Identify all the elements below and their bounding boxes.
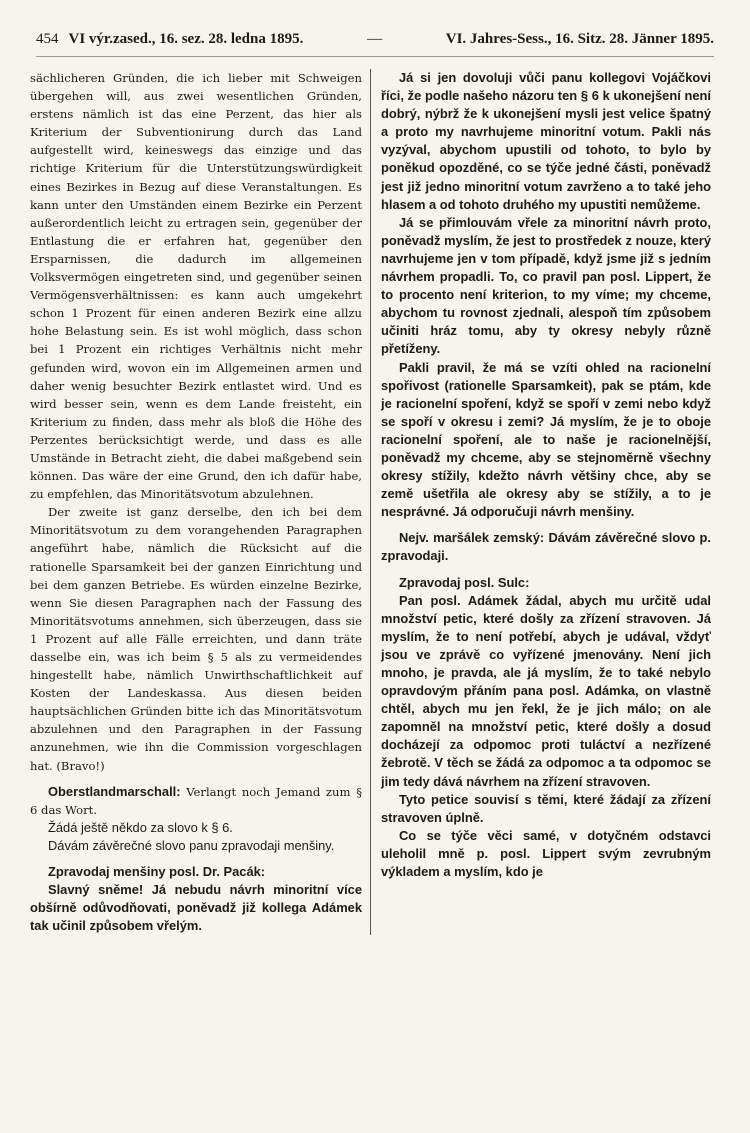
header-left [36, 30, 303, 48]
czech-right-paragraph-2: Já se přimlouvám vřele za minoritní návrh proto, poněvadž myslím, že jest to prostředek z nouze, který navrhujeme jen v tom případě, když jsme již s jedním návrhem propadli. To, co pravil pan posl. Lippert, že to procento není kriterion, to my víme; my chceme, abychom tu rovnost zjednali, alespoň tím způsobem učiniti hráz tomu, aby ty okresy nebyly různě přetíženy. [381, 214, 711, 357]
speaker-statement-oberstlandmarschall [30, 783, 362, 819]
right-column [371, 69, 711, 935]
czech-right-paragraph-4: Pan posl. Adámek žádal, abych mu určitě udal množství petic, které došly za zřízení stravoven. Já myslím, že to není potřebí, abych je udával, vždyť jsou ve zprávě co vyřízené jmenovány. Není jich mnoho, je pravda, ale já myslím, že to také nebylo opravdovým přáním pana posl. Adámka, on vlastně chtěl, abych mu jen řekl, že je jich málo; on ale zapomněl na množství petic, které došly a dosud docházejí za odpomoc proti tuláctví a nezřízené žebrotě. V těch se žádá za odpomoc a ta odpomoc se jim tedy dává návrhem na zřízení stravoven. [381, 592, 711, 789]
speaker-oberstlandmarschall-text: Verlangt noch Jemand zum § 6 das Wort. [30, 784, 362, 817]
header-german-title: VI. Jahres-Sess., 16. Sitz. 28. Jänner 1895. [445, 31, 714, 47]
speaker-heading-sulc [381, 574, 711, 592]
speaker-heading-pacak [30, 863, 362, 881]
czech-paragraph-2: Dávám závěrečné slovo panu zpravodaji menšiny. [48, 837, 335, 853]
header-separator: — [367, 31, 383, 47]
left-column [30, 69, 370, 935]
speaker-marsalek-text: Dávám závěrečné slovo p. zpravodaji. [381, 530, 711, 564]
czech-right-paragraph-3: Pakli pravil, že má se vzíti ohled na racionelní spořivost (rationelle Sparsamkeit), pak se ptám, kde je racionelní spoření, když se spoří v zemi nebo když se spoří v okresu i zemi? Já myslím, že je to oboje racionelní spoření, ale to naše je racionelnější, poněvadž my chceme, aby se stejnoměrně všechny okresy stížily, kdežto návrh většiny chce, aby se země ušetřila ale okresy aby se stížily, a to je nesprávné. Já odporučuji návrh menšiny. [381, 359, 711, 520]
speaker-sulc: Zpravodaj posl. Sulc: [399, 574, 530, 590]
czech-paragraph-3: Slavný sněme! Já nebudu návrh minoritní více obšírně odůvodňovati, poněvadž již kollega Adámek tak učinil způsobem vřelým. [30, 882, 362, 934]
header-czech-title: VI výr.zased., 16. sez. 28. ledna 1895. [68, 31, 304, 47]
speaker-statement-marsalek [381, 529, 711, 565]
speaker-oberstlandmarschall: Oberstlandmarschall: [48, 783, 181, 799]
czech-right-paragraph-1: Já si jen dovoluji vůči panu kollegovi Vojáčkovi říci, že podle našeho názoru ten § 6 k ukonejšení není dobrý, nýbrž že k ukonejšení mysli jest velice špatný a proto my navrhujeme minoritní votum. Pakli nás vyzýval, abychom upustili od tohoto, to bylo by poněkud opozděné, co se týče jedné části, poněvadž jest již jedno minoritní votum zavrženo a to také jeho hlasem a od tohoto druhého my upustiti nemůžeme. [381, 70, 711, 212]
page-header [36, 30, 714, 57]
german-paragraph-1: sächlicheren Gründen, die ich lieber mit Schweigen übergehen will, aus zwei wesentlichen Gründen, erstens nämlich ist das eine Perzent, das hier als Kriterium der Subventionirung durch das Land aufgestellt wird, keineswegs das einzige und das richtige Kriterium für die Unterstützungswürdigkeit eines Bezirkes in Bezug auf diese Veranstaltungen. Es kann unter den Umständen einem Bezirke ein Perzent außerordentlich leicht zu ertragen sein, gegenüber der Entlastung die er erfahren hat, gegenüber den Ersparnissen, die dadurch im allgemeinen Volksvermögen eingetreten sind, und gegenüber seinen Vermögensverhältnissen: es kann auch umgekehrt schon 1 Prozent für einen anderen Bezirk eine allzu hohe Belastung sein. Es ist wohl möglich, dass schon bei 1 Prozent ein richtiges Verhältnis nicht mehr gefunden wird, wovon ein im Allgemeinen armen und daher wenig besuchter Bezirk entlastet wird. Und es wird besser sein, wenn es dem Lande freisteht, ein Kriterium zu finden, dass mehr als bloß die Höhe des Perzentes berücksichtigt werde, und dass es alle Umstände in Betracht zieht, die dabei maßgebend sein können. Das wäre der eine Grund, den ich dafür habe, zu empfehlen, das Minoritätsvotum abzulehnen. [30, 71, 362, 502]
czech-right-paragraph-5: Tyto petice souvisí s těmi, které žádají za zřízení stravoven úplně. [381, 791, 711, 825]
german-paragraph-2: Der zweite ist ganz derselbe, den ich bei dem Minoritätsvotum zu dem vorangehenden Paragraphen angeführt habe, nämlich die Rücksicht auf die rationelle Sparsamkeit bei der ganzen Einrichtung und bei dem ganzen Betriebe. Es würden einzelne Bezirke, wenn Sie diesen Paragraphen nach der Fassung des Minoritätsvotums annehmen, sich überzeugen, dass sie 1 Prozent auf alle Fälle erreichten, und dann träte dasselbe ein, was ich beim § 5 als zu vermeidendes hingestellt habe, nämlich Unwirthschaftlichkeit auf Kosten der Landeskassa. Aus diesen beiden hauptsächlichen Gründen bitte ich das Minoritätsvotum abzulehnen und den Paragraphen in der Fassung anzunehmen, wie ihn die Commission vorgeschlagen hat. (Bravo!) [30, 505, 362, 773]
speaker-marsalek: Nejv. maršálek zemský: [399, 530, 545, 546]
czech-paragraph-1: Žádá ještě někdo za slovo k § 6. [48, 819, 233, 835]
page-number: 454 [36, 31, 59, 47]
czech-right-paragraph-6: Co se týče věci samé, v dotyčném odstavci uleholil mně p. posl. Lippert svým zevrubným výkladem a myslím, kdo je [381, 827, 711, 880]
two-column-body [30, 69, 720, 935]
speaker-pacak: Zpravodaj menšiny posl. Dr. Pacák: [48, 864, 266, 880]
